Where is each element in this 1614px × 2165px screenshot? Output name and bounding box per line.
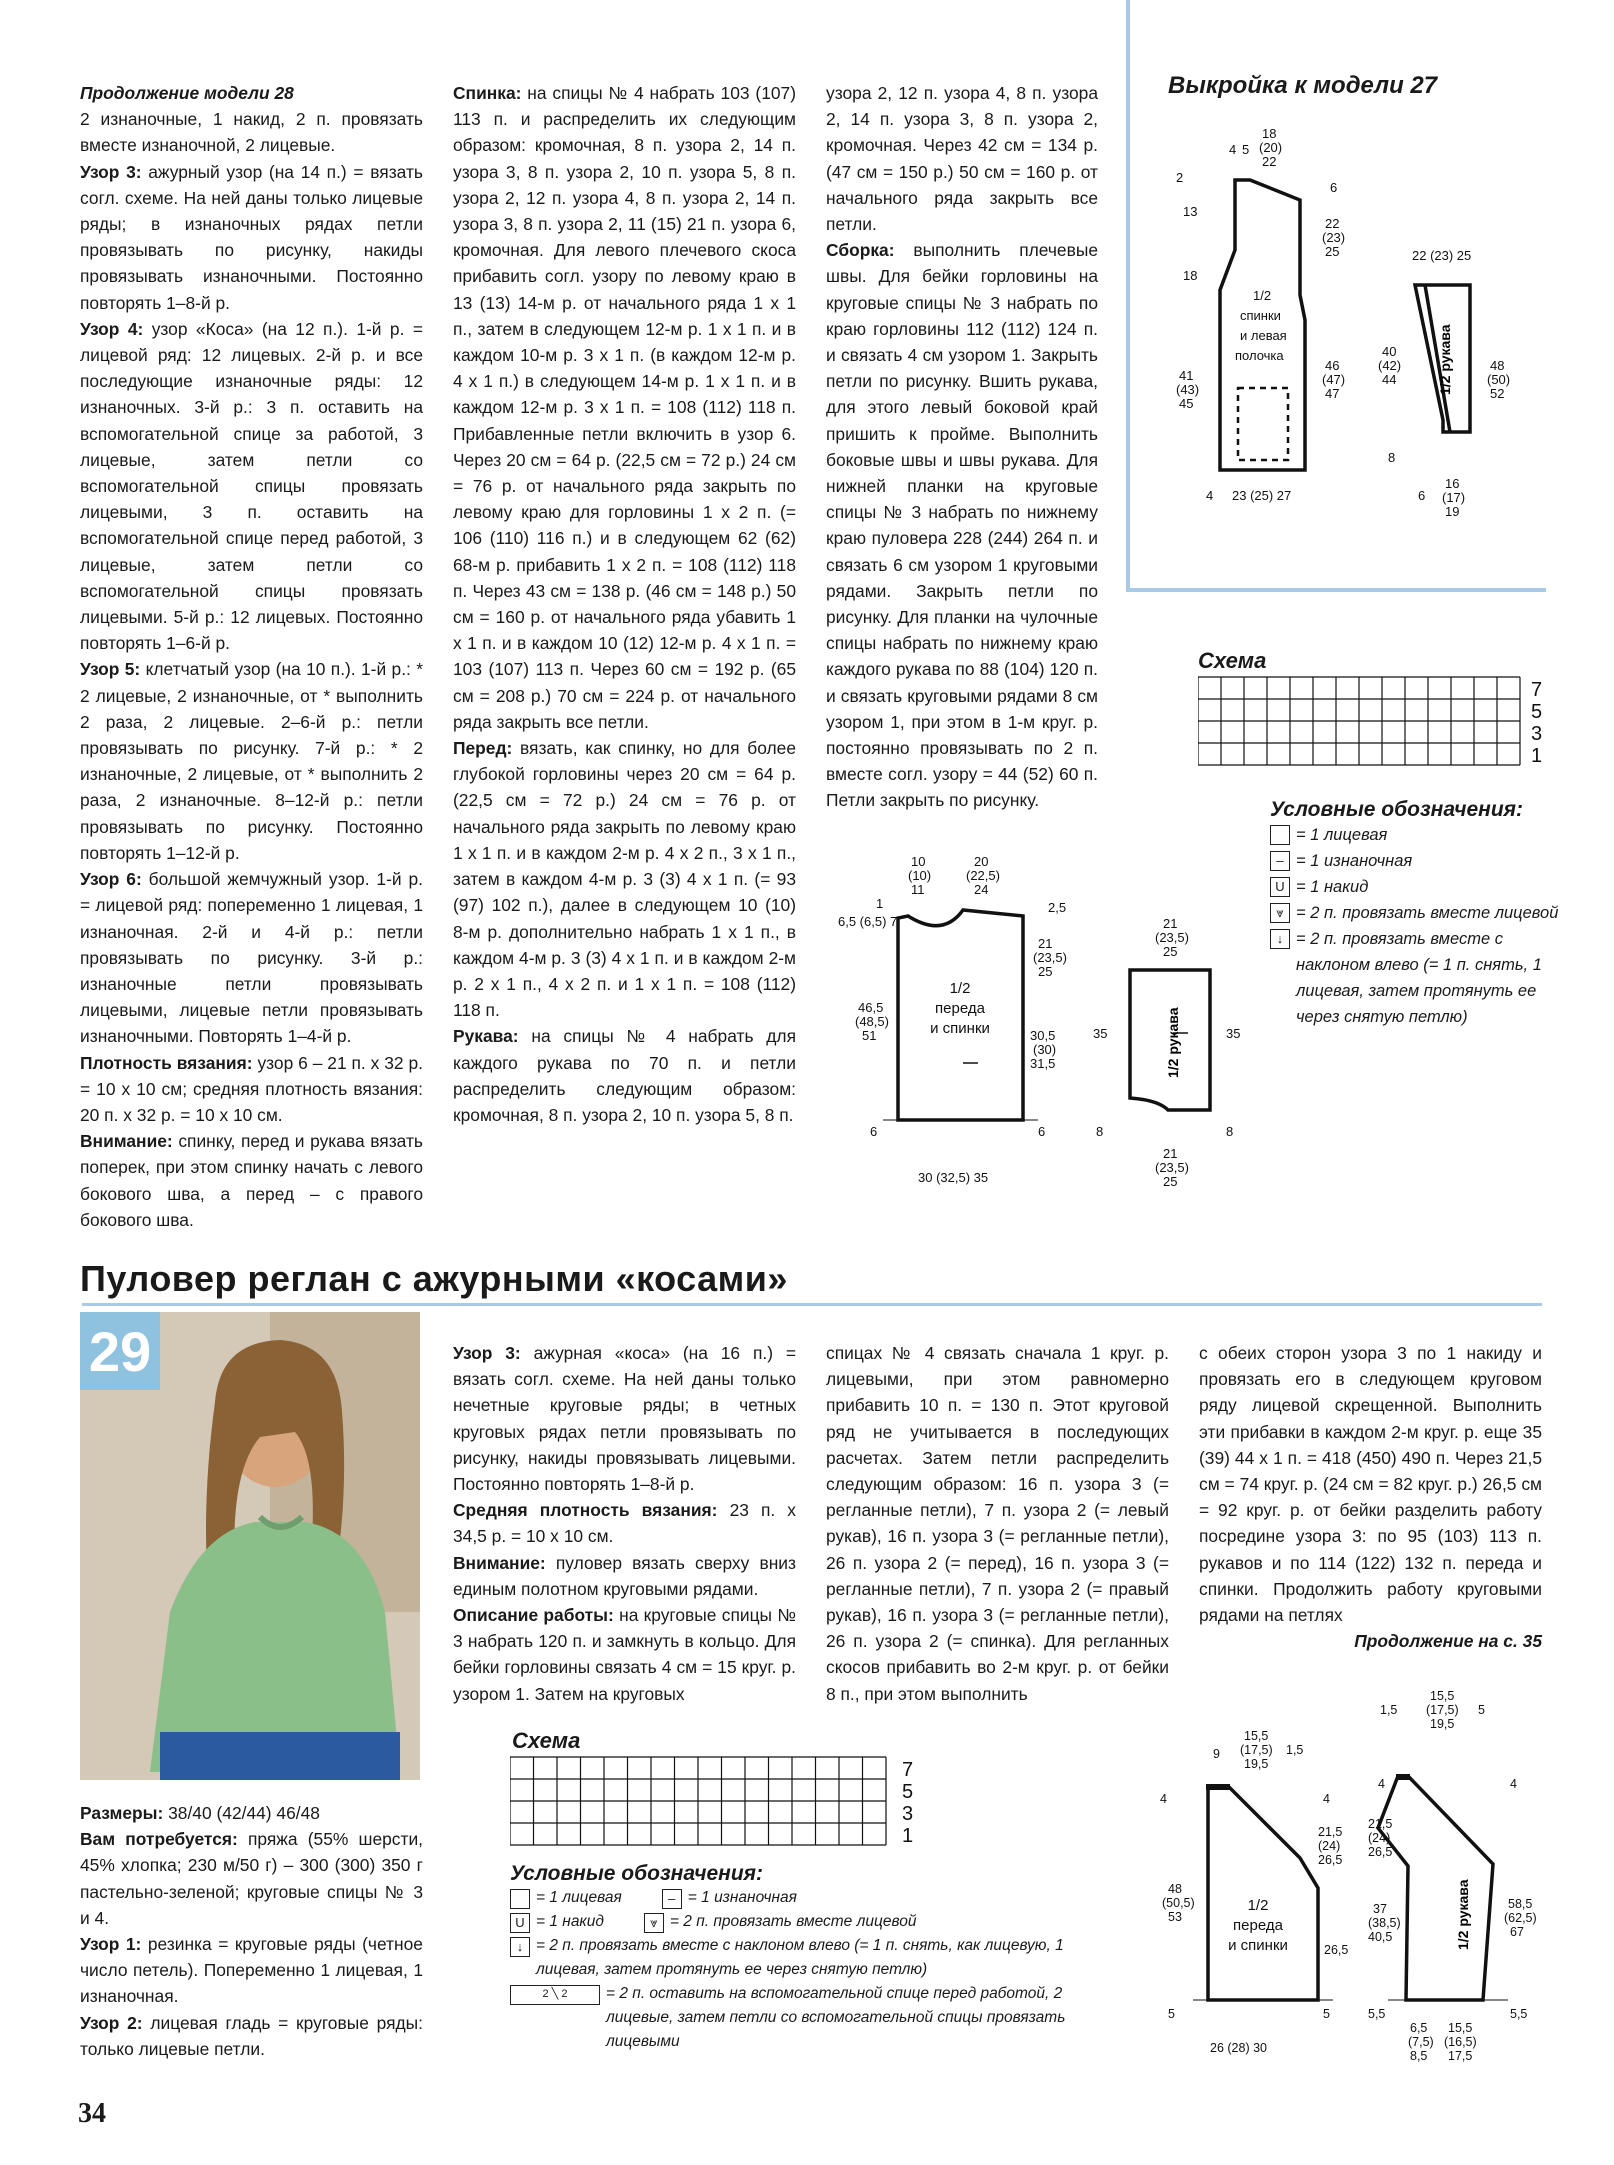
schema29-title: Схема xyxy=(512,1728,581,1753)
sizes-text: 38/40 (42/44) 46/48 xyxy=(168,1803,320,1823)
p28-label-aa: 25 xyxy=(1163,944,1178,959)
p29-label-f: 4 xyxy=(1160,1792,1167,1806)
p29-label-ap: 8,5 xyxy=(1410,2049,1428,2063)
p28-label-d: 20 xyxy=(974,854,989,869)
legend29-text: = 1 накид xyxy=(536,1913,604,1930)
col4-text: с обеих сторон узора 3 по 1 накиду и провязать его в следующем круговом ряду лицевой скрещенной. Выполнить эти прибавки в каждом 2-м круг. р. еще 35 (39) 44 х 1 п. = 418 (450) 490 п. Через 21,5 см = 74 круг. р. (24 см = 82 круг. р.) 26,5 см = 92 круг. р. от бейки разделить работу посредине узора 3: по 95 (103) 113 п. рукавов и по 114 (122) 132 п. переда и спинки. Продолжить работу круговыми рядами на петлях xyxy=(1199,1343,1542,1626)
legend28-text: = 2 п. провязать вместе с наклоном влево (= 1 п. снять, 1 лицевая, затем протянуть ее через снятую петлю) xyxy=(1296,930,1542,1026)
density-text: узор 6 – 21 п. х 32 р. = 10 х 10 см; средняя плотность вязания: 20 п. х 32 р. = 10 х 10 см. xyxy=(80,1052,423,1125)
pattern27-drawing xyxy=(1150,120,1550,540)
p28-label-o: 51 xyxy=(862,1028,877,1043)
p28-label-t: (30) xyxy=(1033,1042,1057,1057)
uzor3-label: Узор 3: xyxy=(80,161,142,182)
schema28-row-7: 7 xyxy=(1531,679,1543,701)
attention-label: Внимание: xyxy=(80,1131,173,1152)
model28-column-3 xyxy=(826,80,1098,814)
legend28-item xyxy=(1270,822,1560,848)
p27-label-ak: 19 xyxy=(1445,504,1460,519)
p29-label-aq: 15,5 xyxy=(1448,2021,1473,2035)
cable-symbol-icon: 2 ╲ 2 xyxy=(510,1985,600,2005)
p29-label-h: 21,5 xyxy=(1318,1825,1343,1839)
p28-label-n: (48,5) xyxy=(855,1014,889,1029)
purl-symbol-icon: – xyxy=(662,1889,682,1909)
continuation-heading: Продолжение модели 28 xyxy=(80,83,294,103)
density-label: Плотность вязания: xyxy=(80,1052,253,1073)
p28-label-v: 6 xyxy=(870,1124,878,1139)
p28-label-af: 8 xyxy=(1226,1124,1234,1139)
p27-label-k: 45 xyxy=(1179,396,1194,411)
density-label: Средняя плотность вязания: xyxy=(453,1500,718,1521)
materials-text: пряжа (55% шерсти, 45% хлопка; 230 м/50 г) – 300 (300) 350 г пастельно-зеленой; круговые спицы № 3 и 4. xyxy=(80,1829,423,1928)
p29-label-a: 9 xyxy=(1213,1747,1220,1761)
legend29-item xyxy=(510,1910,604,1934)
p27-label-ab: 44 xyxy=(1382,372,1397,387)
model29-column-1 xyxy=(80,1800,423,2062)
ssk-symbol-icon: ↓ xyxy=(510,1937,530,1957)
uzor1-text: резинка = круговые ряды (четное число петель). Попеременно 1 лицевая, 1 изнаночная. xyxy=(80,1934,423,2007)
model29-title: Пуловер реглан с ажурными «косами» xyxy=(80,1258,788,1299)
p29-label-z: 4 xyxy=(1378,1777,1385,1791)
legend29-text: = 2 п. провязать вместе с наклоном влево (= 1 п. снять, как лицевую, 1 лицевая, затем протянуть ее через снятую петлю) xyxy=(536,1937,1064,1978)
p29-label-am: 5,5 xyxy=(1510,2007,1528,2021)
p28-label-ah: (23,5) xyxy=(1155,1160,1189,1175)
uzor4-text: узор «Коса» (на 12 п.). 1-й р. = лицевой ряд: 12 лицевых. 2-й р. и все последующие изнаночные ряды: 12 изнаночных. 3-й р.: 3 п. оставить на вспомогательной спице за работой, 3 лицевые, затем петли со вспомогательной спицы провязать лицевыми, 3 п. оставить на вспомогательной спице перед работой, 3 лицевые, затем петли со вспомогательной спицы провязать лицевыми. 5-й р.: 12 лицевых. Постоянно повторять 1–6-й р. xyxy=(80,318,423,654)
knit-symbol-icon xyxy=(1270,825,1290,845)
schema29-row-7: 7 xyxy=(902,1759,914,1781)
purl-symbol-icon: – xyxy=(1270,851,1290,871)
p29-label-e: 1,5 xyxy=(1286,1743,1304,1757)
p29-label-s: 5 xyxy=(1323,2007,1330,2021)
p28-label-k: (23,5) xyxy=(1033,950,1067,965)
schema28-row-1: 1 xyxy=(1531,745,1543,767)
p29-label-o: переда xyxy=(1233,1917,1283,1934)
work-label: Описание работы: xyxy=(453,1605,614,1626)
p29-label-k: 48 xyxy=(1168,1882,1182,1896)
legend29-text: = 2 п. провязать вместе лицевой xyxy=(669,1913,917,1930)
schema28-grid xyxy=(1198,676,1558,772)
p29-label-x: 19,5 xyxy=(1430,1717,1455,1731)
p29-label-ac: (24) xyxy=(1368,1831,1391,1845)
p27-label-w: и левая xyxy=(1240,328,1287,343)
skirt xyxy=(160,1732,400,1780)
p29-label-m: 53 xyxy=(1168,1910,1182,1924)
p29-label-af: (38,5) xyxy=(1368,1916,1401,1930)
p29-label-ag: 40,5 xyxy=(1368,1930,1393,1944)
k2tog-symbol-icon: ⩔ xyxy=(644,1913,664,1933)
schema28-title: Схема xyxy=(1198,648,1267,673)
schema29-row-1: 1 xyxy=(902,1825,914,1847)
legend28-text: = 2 п. провязать вместе лицевой xyxy=(1296,904,1559,922)
p27-label-p: 46 xyxy=(1325,358,1340,373)
p28-label-ai: 25 xyxy=(1163,1174,1178,1189)
sleeves-label: Рукава: xyxy=(453,1026,519,1047)
uzor5-text: клетчатый узор (на 10 п.). 1-й р.: * 2 лицевые, 2 изнаночные, от * выполнить 2 раза, 2 лицевые. 2–6-й р.: петли провязывать по рисунку. 7-й р.: * 2 изнаночные, 2 лицевые, от * выполнить 2 раза, 2 изнаночные. 8–12-й р.: петли провязывать по рисунку. Постоянно повторять 1–12-й р. xyxy=(80,659,423,863)
p29-label-d: 19,5 xyxy=(1244,1757,1269,1771)
assembly-text: выполнить плечевые швы. Для бейки горловины на круговые спицы № 3 набрать по краю горловины 112 (112) 124 п. и связать 4 см узором 1. Закрыть петли по рисунку. Вшить рукава, для этого левый боковой край пришить к пройме. Выполнить боковые швы и швы рукава. Для нижней планки на круговые спицы № 3 набрать по нижнему краю пуловера 228 (244) 264 п. и связать 6 см узором 1 круговыми рядами. Закрыть петли по рисунку. Для планки на чулочные спицы набрать по нижнему краю каждого рукава по 88 (104) 120 п. и связать круговыми рядами 8 см узором 1, при этом в 1-м круг. р. постоянно провязывать по 2 п. вместе согл. узору = 44 (52) 60 п. Петли закрыть по рисунку. xyxy=(826,240,1098,811)
p27-label-i: 41 xyxy=(1179,368,1194,383)
p27-label-ag: 8 xyxy=(1388,450,1396,465)
schema28-row-3: 3 xyxy=(1531,723,1543,745)
p29-label-b: 15,5 xyxy=(1244,1729,1269,1743)
knit-symbol-icon xyxy=(510,1889,530,1909)
model29-column-2 xyxy=(453,1340,796,1707)
p29-label-al: 5,5 xyxy=(1368,2007,1386,2021)
sizes-label: Размеры: xyxy=(80,1803,164,1823)
work-text: на круговые спицы № 3 набрать 120 п. и замкнуть в кольцо. Для бейки горловины связать 4 см = 15 круг. р. узором 1. Затем на круговых xyxy=(453,1605,796,1704)
p28-label-m: 46,5 xyxy=(858,1000,884,1015)
legend28 xyxy=(1270,798,1560,1030)
legend28-item xyxy=(1270,926,1560,1030)
model29-column-3 xyxy=(826,1340,1169,1707)
p28-label-b: (10) xyxy=(908,868,932,883)
p28-label-w: 6 xyxy=(1038,1124,1046,1139)
model29-number-badge: 29 xyxy=(80,1312,160,1390)
legend28-title: Условные обозначения: xyxy=(1270,798,1524,821)
p27-label-ai: 16 xyxy=(1445,476,1460,491)
legend29-text: = 1 лицевая xyxy=(536,1889,622,1906)
p27-label-h: 18 xyxy=(1183,268,1198,283)
legend28-text: = 1 накид xyxy=(1296,878,1369,896)
assembly-label: Сборка: xyxy=(826,240,895,261)
p28-label-p: 1/2 xyxy=(949,980,971,997)
pattern27-title: Выкройка к модели 27 xyxy=(1168,72,1438,99)
legend29-item xyxy=(662,1886,797,1910)
legend29-text: = 1 изнаночная xyxy=(687,1889,797,1906)
p27-label-g: 13 xyxy=(1183,204,1198,219)
legend29-item xyxy=(510,1982,1130,2054)
model28-column-2 xyxy=(453,80,796,1128)
p27-label-ac: 48 xyxy=(1490,358,1505,373)
front-back-outline xyxy=(1208,1786,1318,2000)
p29-label-ab: 21,5 xyxy=(1368,1817,1393,1831)
p27-label-s: 4 xyxy=(1206,488,1214,503)
legend29-text: = 2 п. оставить на вспомогательной спице перед работой, 2 лицевые, затем петли со вспомогательной спицы провязать лицевыми xyxy=(606,1985,1066,2050)
p28-label-ag: 21 xyxy=(1163,1146,1178,1161)
p29-label-i: (24) xyxy=(1318,1839,1341,1853)
back-label: Спинка: xyxy=(453,83,522,103)
p29-label-q: 26,5 xyxy=(1324,1943,1349,1957)
p27-label-y: 22 (23) 25 xyxy=(1412,248,1472,263)
p27-label-t: 23 (25) 27 xyxy=(1232,488,1292,503)
p28-label-ac: 35 xyxy=(1226,1026,1241,1041)
uzor1-label: Узор 1: xyxy=(80,1934,142,1955)
p28-label-c: 11 xyxy=(911,882,925,897)
yarn-over-symbol-icon: U xyxy=(1270,877,1290,897)
p29-label-g: 4 xyxy=(1323,1792,1330,1806)
p28-label-q: переда xyxy=(935,1000,985,1017)
p29-label-as: 17,5 xyxy=(1448,2049,1473,2063)
p29-label-aj: 67 xyxy=(1510,1925,1524,1939)
p28-label-z: (23,5) xyxy=(1155,930,1189,945)
pocket-outline xyxy=(1238,388,1288,460)
ssk-symbol-icon: ↓ xyxy=(1270,929,1290,949)
p29-label-j: 26,5 xyxy=(1318,1853,1343,1867)
legend29-item xyxy=(644,1910,917,1934)
page-number: 34 xyxy=(78,2098,106,2129)
p29-label-ah: 58,5 xyxy=(1508,1897,1533,1911)
p29-label-t: 26 (28) 30 xyxy=(1210,2041,1267,2055)
p27-label-u: 1/2 xyxy=(1253,288,1272,303)
uzor2-text: лицевая гладь = круговые ряды: только лицевые петли. xyxy=(80,2012,423,2059)
p28-label-l: 25 xyxy=(1038,964,1053,979)
p27-label-v: спинки xyxy=(1240,308,1281,323)
p27-label-aj: (17) xyxy=(1442,490,1466,505)
model29-column-4 xyxy=(1199,1340,1542,1654)
sleeves-continued: узора 2, 12 п. узора 4, 8 п. узора 2, 14 п. узора 3, 8 п. узора 2, кромочная. Через 42 см = 134 р. (47 см = 150 р.) 50 см = 160 р. от начального ряда закрыть все петли. xyxy=(826,83,1098,235)
schema28-row-5: 5 xyxy=(1531,701,1543,723)
p29-label-aa: 4 xyxy=(1510,1777,1517,1791)
uzor4-label: Узор 4: xyxy=(80,318,144,339)
p27-label-c: 18 xyxy=(1262,126,1277,141)
p29-label-w: (17,5) xyxy=(1426,1703,1459,1717)
col3-text: спицах № 4 связать сначала 1 круг. р. лицевыми, при этом равномерно прибавить 10 п. = 130 п. Этот круговой ряд не учитывается в последующих расчетах. Затем петли распределить следующим образом: 16 п. узора 3 (= регланные петли), 7 п. узора 2 (= левый рукав), 16 п. узора 3 (= регланные петли), 26 п. узора 2 (= перед), 16 п. узора 3 (= регланные петли), 7 п. узора 2 (= правый рукав), 16 п. узора 3 (= регланные петли), 26 п. узора 2 (= спинка). Для регланных скосов прибавить во 2-м круг. р. от бейки 8 п., при этом выполнить xyxy=(826,1343,1169,1704)
p27-label-m: 22 xyxy=(1325,216,1340,231)
p27-label-n: (23) xyxy=(1322,230,1346,245)
p28-label-r: и спинки xyxy=(930,1020,990,1037)
legend28-text: = 1 лицевая xyxy=(1296,826,1388,844)
legend29-item xyxy=(510,1886,622,1910)
attention-label: Внимание: xyxy=(453,1552,546,1573)
legend28-item xyxy=(1270,848,1560,874)
p27-label-f: 2 xyxy=(1176,170,1184,185)
uzor6-text: большой жемчужный узор. 1-й р. = лицевой ряд: попеременно 1 лицевая, 1 изнаночная. 2-й и 4-й р.: петли провязывать по рисунку. 3-й р.: изнаночные петли провязывать лицевыми, лицевые петли провязывать изнаночными. Повторять 1–4-й р. xyxy=(80,869,423,1047)
p29-label-an: 6,5 xyxy=(1410,2021,1428,2035)
p27-label-x: полочка xyxy=(1235,348,1284,363)
p29-label-l: (50,5) xyxy=(1162,1896,1195,1910)
front-label: Перед: xyxy=(453,738,513,759)
p28-label-ab: 35 xyxy=(1093,1026,1108,1041)
sleeves-text: на спицы № 4 набрать для каждого рукава по 70 п. и петли распределить следующим образом: кромочная, 8 п. узора 2, 10 п. узора 5, 8 п. xyxy=(453,1026,796,1125)
density-text: 23 п. х 34,5 р. = 10 х 10 см. xyxy=(453,1500,796,1547)
p28-label-h: 1 xyxy=(876,896,884,911)
legend28-text: = 1 изнаночная xyxy=(1296,852,1413,870)
yarn-over-symbol-icon: U xyxy=(510,1913,530,1933)
legend29-item xyxy=(510,1934,1130,1982)
p27-label-ae: 52 xyxy=(1490,386,1505,401)
p28-label-g: 6,5 (6,5) 7 xyxy=(838,914,898,929)
section-divider xyxy=(82,1303,1542,1306)
p27-label-a: 4 xyxy=(1229,142,1237,157)
legend28-item xyxy=(1270,874,1560,900)
p29-label-n: 1/2 xyxy=(1247,1897,1269,1914)
p28-label-ae: 8 xyxy=(1096,1124,1104,1139)
uzor3-label: Узор 3: xyxy=(453,1343,521,1363)
p28-label-s: 30,5 xyxy=(1030,1028,1056,1043)
p28-label-y: 21 xyxy=(1163,916,1178,931)
sleeve-outline xyxy=(1378,1776,1493,2000)
p29-label-y: 5 xyxy=(1478,1703,1485,1717)
p27-label-q: (47) xyxy=(1322,372,1346,387)
p29-label-p: и спинки xyxy=(1228,1937,1288,1954)
k2tog-symbol-icon: ⩔ xyxy=(1270,903,1290,923)
p27-sleeve-label: 1/2 рукава xyxy=(1437,324,1453,395)
p29-label-ao: (7,5) xyxy=(1408,2035,1434,2049)
uzor5-label: Узор 5: xyxy=(80,659,141,680)
uzor6-label: Узор 6: xyxy=(80,869,142,890)
uzor2-label: Узор 2: xyxy=(80,2012,143,2033)
back-text: на спицы № 4 набрать 103 (107) 113 п. и распределить их следующим образом: кромочная, 8 п. узора 2, 14 п. узора 3, 8 п. узора 2, 10 п. узора 5, 8 п. узора 2, 12 п. узора 4, 8 п. узора 2, 14 п. узора 3, 8 п. узора 2, 11 (15) 21 п. узора 6, кромочная. Для левого плечевого скоса прибавить согл. узору по левому краю в 13 (13) 14-м р. от начального ряда 1 х 1 п., затем в следующем 12-м р. 1 х 1 п. и в каждом 10-м р. 3 х 1 п. (в каждом 12-м р. 4 х 1 п.) в следующем 14-м р. 1 х 1 п. и в каждом 12-м р. 3 х 1 п. = 108 (112) 118 п. Прибавленные петли включить в узор 6. Через 20 см = 64 р. (22,5 см = 72 р.) 24 см = 76 р. от начального ряда закрыть по левому краю для горловины 1 х 2 п. (= 106 (110) 116 п.) и в следующем 62 (62) 68-м р. прибавить 1 х 2 п. = 108 (112) 118 п. Через 43 см = 138 р. (46 см = 148 р.) 50 см = 160 р. от начального ряда убавить 1 х 1 п. и в каждом 10 (12) 12-м р. 4 х 1 п. = 103 (107) 113 п. Через 60 см = 192 р. (65 см = 208 р.) 70 см = 224 р. от начального ряда закрыть все петли. xyxy=(453,83,796,732)
p28-label-e: (22,5) xyxy=(966,868,1000,883)
legend28-item xyxy=(1270,900,1560,926)
p27-label-e: 22 xyxy=(1262,154,1277,169)
p28-label-f: 24 xyxy=(974,882,989,897)
continued-note: Продолжение на с. 35 xyxy=(1354,1631,1542,1652)
p29-label-ae: 37 xyxy=(1373,1902,1387,1916)
p29-sleeve-label: 1/2 рукава xyxy=(1455,1879,1471,1950)
model28-column-1 xyxy=(80,80,423,1233)
attention-text: спинку, перед и рукава вязать поперек, при этом спинку начать с левого бокового шва, а перед – с правого бокового шва. xyxy=(80,1131,423,1230)
p29-label-ar: (16,5) xyxy=(1444,2035,1477,2049)
p28-label-i: 2,5 xyxy=(1048,900,1067,915)
p29-label-v: 15,5 xyxy=(1430,1689,1455,1703)
p27-label-aa: (42) xyxy=(1378,358,1402,373)
p27-label-r: 47 xyxy=(1325,386,1340,401)
p29-label-ad: 26,5 xyxy=(1368,1845,1393,1859)
p28-label-a: 10 xyxy=(911,854,926,869)
p27-label-z: 40 xyxy=(1382,344,1397,359)
p29-label-u: 1,5 xyxy=(1380,1703,1398,1717)
schema29-row-5: 5 xyxy=(902,1781,914,1803)
p29-label-c: (17,5) xyxy=(1240,1743,1273,1757)
p27-label-l: 6 xyxy=(1330,180,1338,195)
p29-label-ai: (62,5) xyxy=(1504,1911,1537,1925)
uzor3-text: ажурная «коса» (на 16 п.) = вязать согл. схеме. На ней даны только нечетные круговые ряды; в четных круговых рядах петли провязывать по рисунку, накиды провязывать лицевыми. Постоянно повторять 1–8-й р. xyxy=(453,1343,796,1495)
schema29-row-3: 3 xyxy=(902,1803,914,1825)
p27-label-d: (20) xyxy=(1259,140,1283,155)
p28-label-j: 21 xyxy=(1038,936,1053,951)
p27-label-b: 5 xyxy=(1242,142,1250,157)
uzor3-text: ажурный узор (на 14 п.) = вязать согл. схеме. На ней даны только лицевые ряды; в изнаночных рядах петли провязывать по рисунку, накиды провязывать изнаночными. Постоянно повторять 1–8-й р. xyxy=(80,161,423,313)
legend29-title: Условные обозначения: xyxy=(510,1862,764,1885)
intro-text: 2 изнаночные, 1 накид, 2 п. провязать вместе изнаночной, 2 лицевые. xyxy=(80,109,423,156)
front-text: вязать, как спинку, но для более глубокой горловины через 20 см = 64 р. (22,5 см = 72 р.) 24 см = 76 р. от начального ряда закрыть по левому краю 1 х 1 п. и в каждом 2-м р. 4 х 2 п., 3 х 1 п., затем в каждом 4-м р. 3 (3) 4 х 1 п. (= 93 (97) 102 п.), далее в следующем 10 (10) 8-м р. дополнительно набрать 1 х 1 п., в каждом 4-м р. 3 (3) 4 х 1 п. и в каждом 2-м р. 2 х 1 п., 4 х 2 п. и 1 х 1 п. = 108 (112) 118 п. xyxy=(453,738,796,1021)
attention-text: пуловер вязать сверху вниз единым полотном круговыми рядами. xyxy=(453,1552,796,1599)
p27-label-ad: (50) xyxy=(1487,372,1511,387)
p28-label-x: 30 (32,5) 35 xyxy=(918,1170,989,1185)
p28-sleeve-label: 1/2 рукава xyxy=(1165,1007,1181,1078)
p28-label-u: 31,5 xyxy=(1030,1056,1056,1071)
bodice-outline xyxy=(1220,180,1305,470)
p27-label-j: (43) xyxy=(1176,382,1200,397)
legend29 xyxy=(510,1862,1130,2054)
schema29-grid xyxy=(510,1756,930,1852)
pattern28-drawing xyxy=(838,848,1278,1198)
p29-label-r: 5 xyxy=(1168,2007,1175,2021)
p27-label-o: 25 xyxy=(1325,244,1340,259)
pattern29-drawing xyxy=(1148,1688,1568,2078)
p27-label-ah: 6 xyxy=(1418,488,1426,503)
materials-label: Вам потребуется: xyxy=(80,1829,238,1850)
